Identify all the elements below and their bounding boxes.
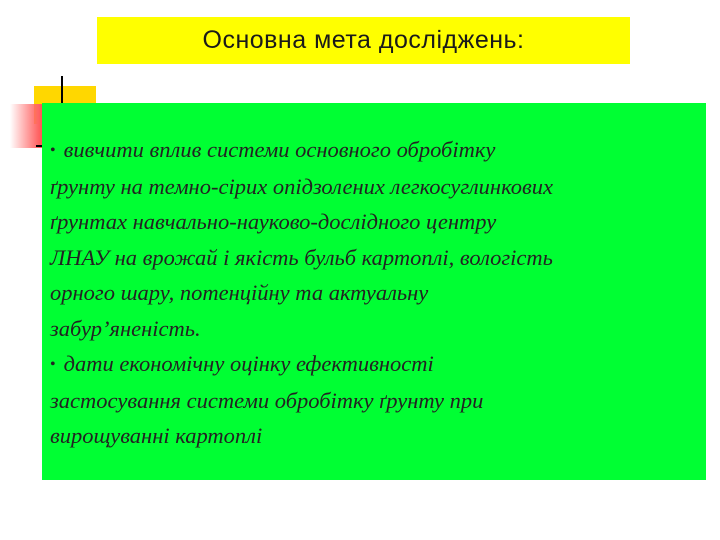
- bullet1-line: орного шару, потенційну та актуальну: [50, 280, 429, 305]
- bullet2-line: вирощуванні картоплі: [50, 423, 263, 448]
- bullet1-line: ґрунту на темно-сірих опідзолених легкосуглинкових: [50, 173, 553, 199]
- bullet1-line: • вивчити вплив системи основного обробітку: [50, 137, 496, 162]
- decor-vertical-line: [61, 76, 63, 106]
- bullet2-line: застосування системи обробітку ґрунту при: [50, 387, 484, 413]
- slide-title: Основна мета досліджень:: [202, 26, 525, 54]
- bullet2-line: • дати економічну оцінку ефективності: [50, 351, 434, 376]
- content-text: [50, 132, 702, 454]
- bullet-icon: •: [50, 142, 56, 159]
- bullet1-line: ґрунтах навчально-науково-дослідного центру: [50, 209, 497, 234]
- bullet-icon: •: [50, 356, 56, 373]
- bullet1-line: забур’яненість.: [50, 315, 201, 341]
- bullet1-line: ЛНАУ на врожай і якість бульб картоплі, вологість: [50, 244, 553, 270]
